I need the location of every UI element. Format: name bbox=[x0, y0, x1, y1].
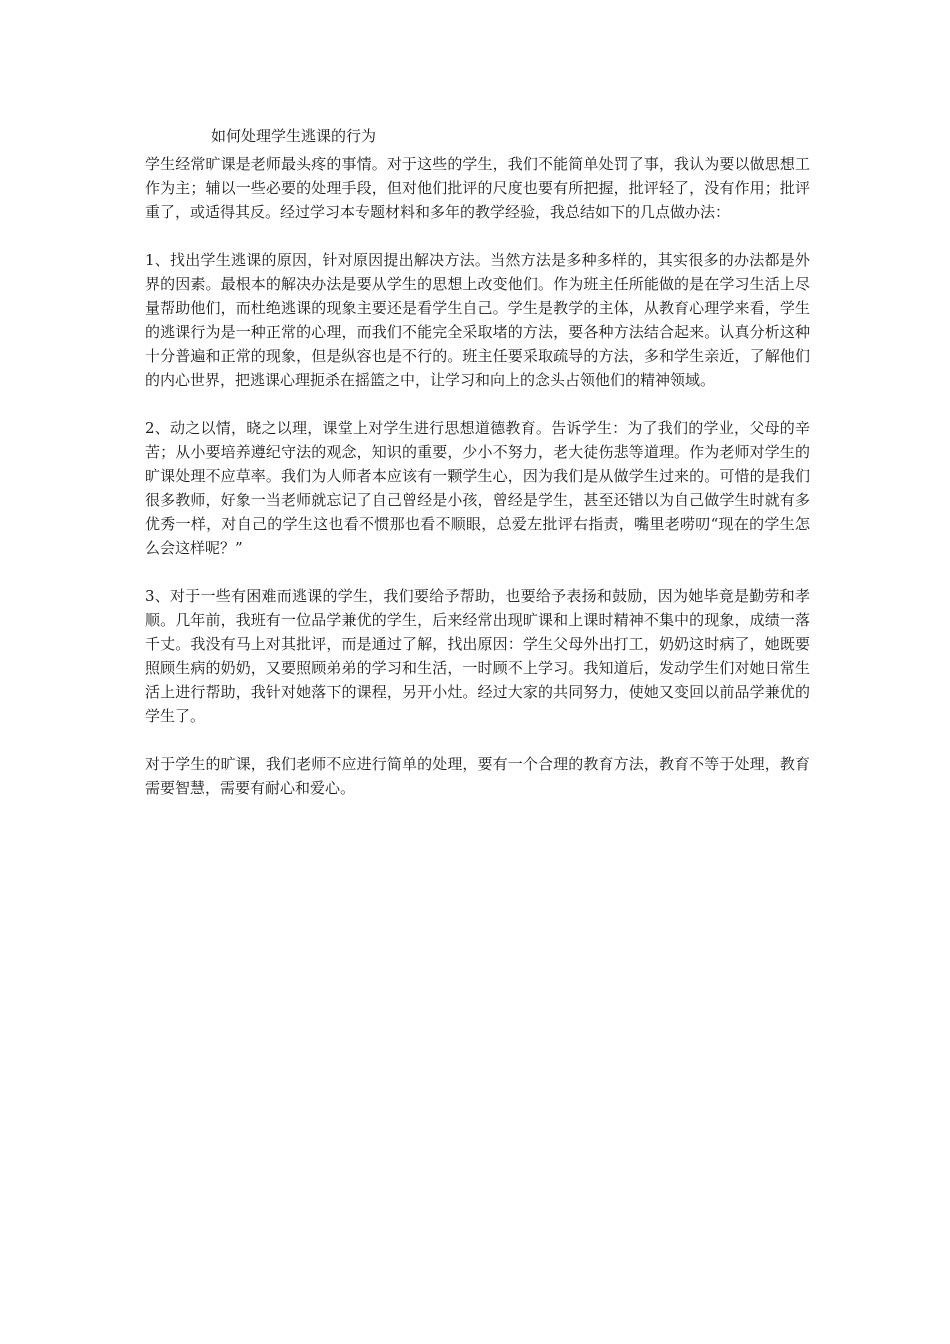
method-3-paragraph: 3、对于一些有困难而逃课的学生，我们要给予帮助，也要给予表扬和鼓励，因为她毕竟是勤劳和孝顺。几年前，我班有一位品学兼优的学生，后来经常出现旷课和上课时精神不集中的现象，成绩一落千丈。我没有马上对其批评，而是通过了解，找出原因：学生父母外出打工，奶奶这时病了，她既要照顾生病的奶奶，又要照顾弟弟的学习和生活，一时顾不上学习。我知道后，发动学生们对她日常生活上进行帮助，我针对她落下的课程，另开小灶。经过大家的共同努力，使她又变回以前品学兼优的学生了。 bbox=[145, 587, 810, 725]
method-1-paragraph: 1、找出学生逃课的原因，针对原因提出解决方法。当然方法是多种多样的，其实很多的办法都是外界的因素。最根本的解决办法是要从学生的思想上改变他们。作为班主任所能做的是在学习生活上尽量帮助他们，而杜绝逃课的现象主要还是看学生自己。学生是教学的主体，从教育心理学来看，学生的逃课行为是一种正常的心理，而我们不能完全采取堵的方法，要各种方法结合起来。认真分析这种十分普遍和正常的现象，但是纵容也是不行的。班主任要采取疏导的方法，多和学生亲近，了解他们的内心世界，把逃课心理扼杀在摇篮之中，让学习和向上的念头占领他们的精神领域。 bbox=[145, 251, 810, 389]
conclusion-paragraph: 对于学生的旷课，我们老师不应进行简单的处理，要有一个合理的教育方法，教育不等于处理，教育需要智慧，需要有耐心和爱心。 bbox=[145, 755, 810, 797]
method-2-paragraph: 2、动之以情，晓之以理，课堂上对学生进行思想道德教育。告诉学生：为了我们的学业，父母的辛苦；从小要培养遵纪守法的观念，知识的重要，少小不努力，老大徒伤悲等道理。作为老师对学生的旷课处理不应草率。我们为人师者本应该有一颗学生心，因为我们是从做学生过来的。可惜的是我们很多教师，好象一当老师就忘记了自己曾经是小孩，曾经是学生，甚至还错以为自己做学生时就有多优秀一样，对自己的学生这也看不惯那也看不顺眼，总爱左批评右指责，嘴里老唠叨“现在的学生怎么会这样呢？” bbox=[145, 419, 810, 557]
document-page bbox=[145, 124, 810, 824]
document-title: 如何处理学生逃课的行为 bbox=[211, 127, 377, 145]
intro-paragraph: 学生经常旷课是老师最头疼的事情。对于这些的学生，我们不能简单处罚了事，我认为要以做思想工作为主；辅以一些必要的处理手段，但对他们批评的尺度也要有所把握，批评轻了，没有作用；批评重了，或适得其反。经过学习本专题材料和多年的教学经验，我总结如下的几点做办法： bbox=[145, 155, 810, 221]
